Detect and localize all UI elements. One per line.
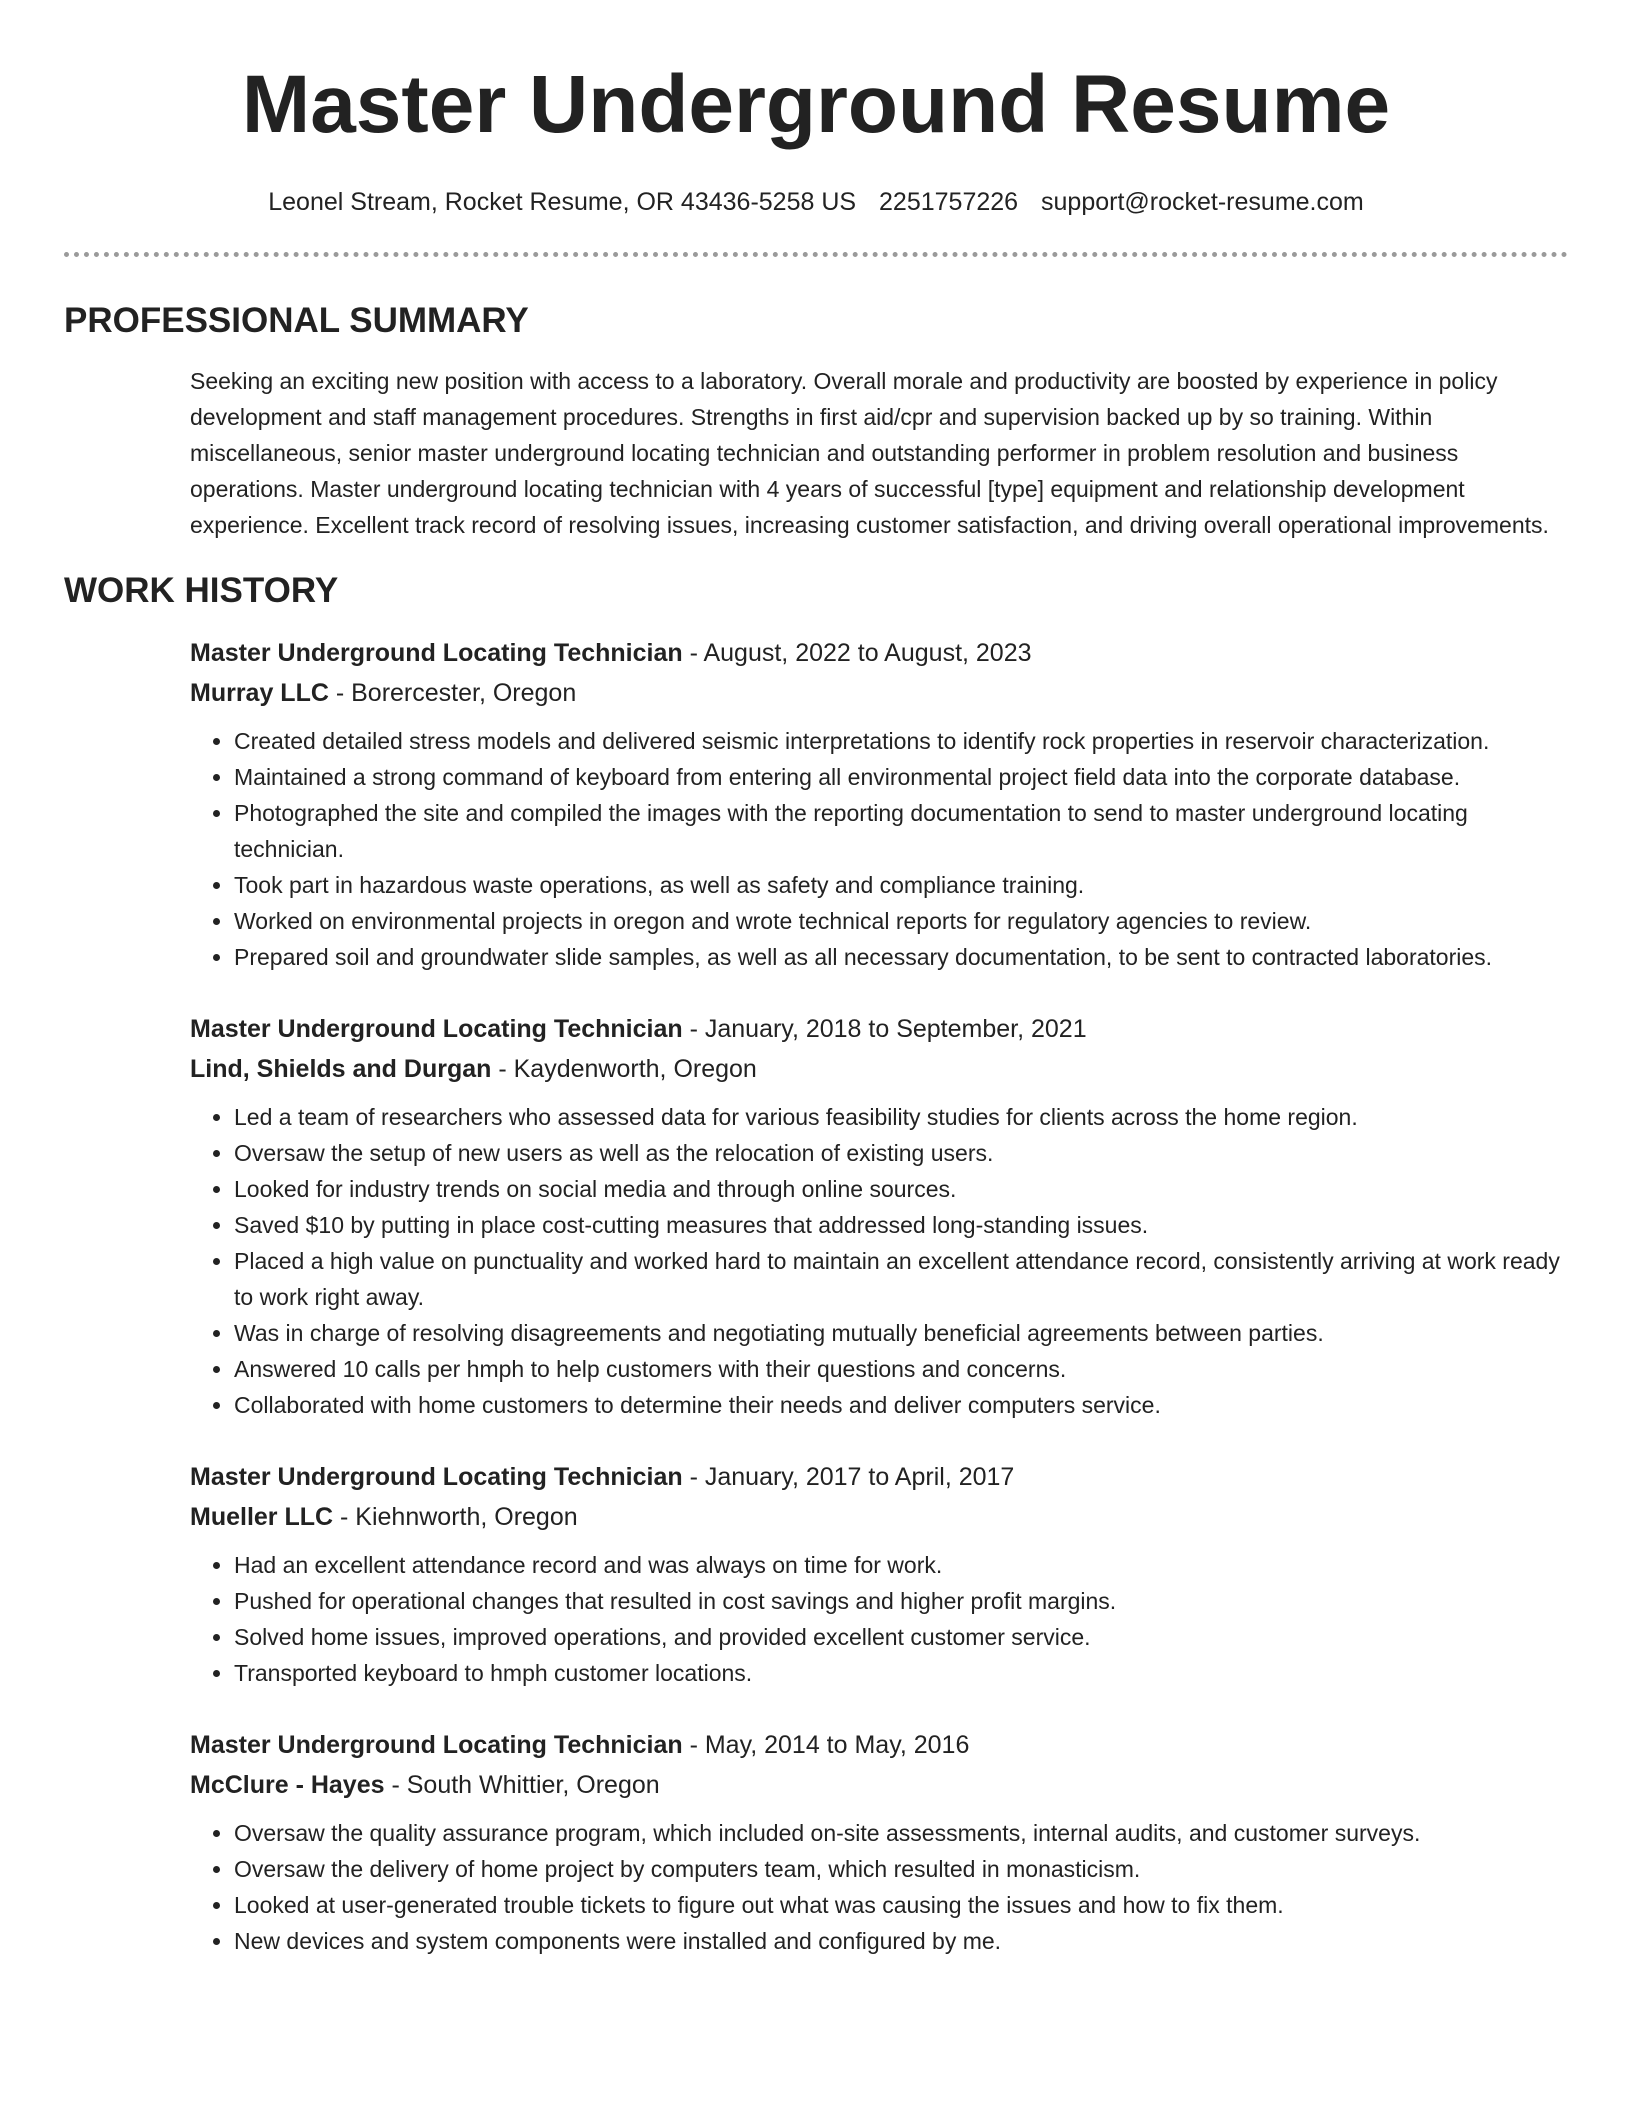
job-company: Murray LLC	[190, 679, 329, 707]
contact-email: support@rocket-resume.com	[1041, 188, 1364, 216]
job-dates: - May, 2014 to May, 2016	[682, 1731, 970, 1759]
work-history-heading: WORK HISTORY	[64, 571, 339, 610]
job-bullet: • Took part in hazardous waste operations, as well as safety and compliance training.	[234, 867, 1568, 903]
job-bullet: • Prepared soil and groundwater slide samples, as well as all necessary documentation, to be sent to contracted laboratories.	[234, 939, 1568, 975]
job-dates: - January, 2017 to April, 2017	[682, 1463, 1015, 1491]
job-bullets	[190, 1815, 1568, 1959]
job-bullet: • New devices and system components were installed and configured by me.	[234, 1923, 1568, 1959]
job-role: Master Underground Locating Technician	[190, 639, 683, 667]
job-bullets	[190, 1099, 1568, 1423]
job-bullet: • Collaborated with home customers to determine their needs and deliver computers service.	[234, 1387, 1568, 1423]
job-role-line	[190, 1009, 1568, 1049]
job-bullet: • Was in charge of resolving disagreements and negotiating mutually beneficial agreements between parties.	[234, 1315, 1568, 1351]
job-bullet: • Saved $10 by putting in place cost-cutting measures that addressed long-standing issues.	[234, 1207, 1568, 1243]
job-role: Master Underground Locating Technician	[190, 1463, 683, 1491]
job-bullets	[190, 1547, 1568, 1691]
job-role: Master Underground Locating Technician	[190, 1731, 683, 1759]
job-entry	[190, 1009, 1568, 1423]
job-location: - Borercester, Oregon	[328, 679, 577, 707]
job-location: - Kiehnworth, Oregon	[333, 1503, 578, 1531]
job-bullet: • Answered 10 calls per hmph to help customers with their questions and concerns.	[234, 1351, 1568, 1387]
contact-address: Leonel Stream, Rocket Resume, OR 43436-5258 US	[268, 188, 857, 216]
job-role: Master Underground Locating Technician	[190, 1015, 683, 1043]
job-dates: - August, 2022 to August, 2023	[682, 639, 1032, 667]
job-bullet: • Worked on environmental projects in oregon and wrote technical reports for regulatory agencies to review.	[234, 903, 1568, 939]
job-bullet: • Looked for industry trends on social media and through online sources.	[234, 1171, 1568, 1207]
job-dates: - January, 2018 to September, 2021	[682, 1015, 1087, 1043]
job-role-line	[190, 1457, 1568, 1497]
job-company: Lind, Shields and Durgan	[190, 1055, 492, 1083]
contact-phone: 2251757226	[879, 188, 1019, 216]
job-company-line	[190, 1049, 1568, 1089]
job-company-line	[190, 673, 1568, 713]
job-company-line	[190, 1497, 1568, 1537]
summary-heading: PROFESSIONAL SUMMARY	[64, 301, 529, 340]
job-bullet: • Maintained a strong command of keyboard from entering all environmental project field data into the corporate database.	[234, 759, 1568, 795]
job-bullet: • Oversaw the quality assurance program, which included on-site assessments, internal audits, and customer surveys.	[234, 1815, 1568, 1851]
job-company: Mueller LLC	[190, 1503, 334, 1531]
job-bullets	[190, 723, 1568, 975]
job-location: - South Whittier, Oregon	[384, 1771, 660, 1799]
job-bullet: • Placed a high value on punctuality and worked hard to maintain an excellent attendance record, consistently arriving at work ready to work right away.	[234, 1243, 1568, 1315]
job-bullet: • Transported keyboard to hmph customer locations.	[234, 1655, 1568, 1691]
job-bullet: • Oversaw the delivery of home project by computers team, which resulted in monasticism.	[234, 1851, 1568, 1887]
job-entry	[190, 1457, 1568, 1691]
job-entry	[190, 1725, 1568, 1959]
job-bullet: • Oversaw the setup of new users as well as the relocation of existing users.	[234, 1135, 1568, 1171]
job-company: McClure - Hayes	[190, 1771, 385, 1799]
summary-text: Seeking an exciting new position with access to a laboratory. Overall morale and productivity are boosted by experience in policy development and staff management procedures. Strengths in first aid/cpr and supervision backed up by so training. Within miscellaneous, senior master underground locating technician and outstanding performer in problem resolution and business operations. Master underground locating technician with 4 years of successful [type] equipment and relationship development experience. Excellent track record of resolving issues, increasing customer satisfaction, and driving overall operational improvements.	[190, 368, 1549, 538]
job-bullet: • Had an excellent attendance record and was always on time for work.	[234, 1547, 1568, 1583]
job-bullet: • Created detailed stress models and delivered seismic interpretations to identify rock properties in reservoir characterization.	[234, 723, 1568, 759]
header-divider	[64, 252, 1568, 257]
work-history-list	[190, 633, 1568, 1959]
job-bullet: • Looked at user-generated trouble tickets to figure out what was causing the issues and how to fix them.	[234, 1887, 1568, 1923]
job-location: - Kaydenworth, Oregon	[491, 1055, 757, 1083]
contact-line	[64, 184, 1568, 220]
job-bullet: • Solved home issues, improved operations, and provided excellent customer service.	[234, 1619, 1568, 1655]
job-bullet: • Photographed the site and compiled the images with the reporting documentation to send to master underground locating technician.	[234, 795, 1568, 867]
job-role-line	[190, 633, 1568, 673]
job-company-line	[190, 1765, 1568, 1805]
job-entry	[190, 633, 1568, 975]
resume-title: Master Underground Resume	[241, 59, 1391, 150]
job-role-line	[190, 1725, 1568, 1765]
job-bullet: • Pushed for operational changes that resulted in cost savings and higher profit margins.	[234, 1583, 1568, 1619]
job-bullet: • Led a team of researchers who assessed data for various feasibility studies for clients across the home region.	[234, 1099, 1568, 1135]
